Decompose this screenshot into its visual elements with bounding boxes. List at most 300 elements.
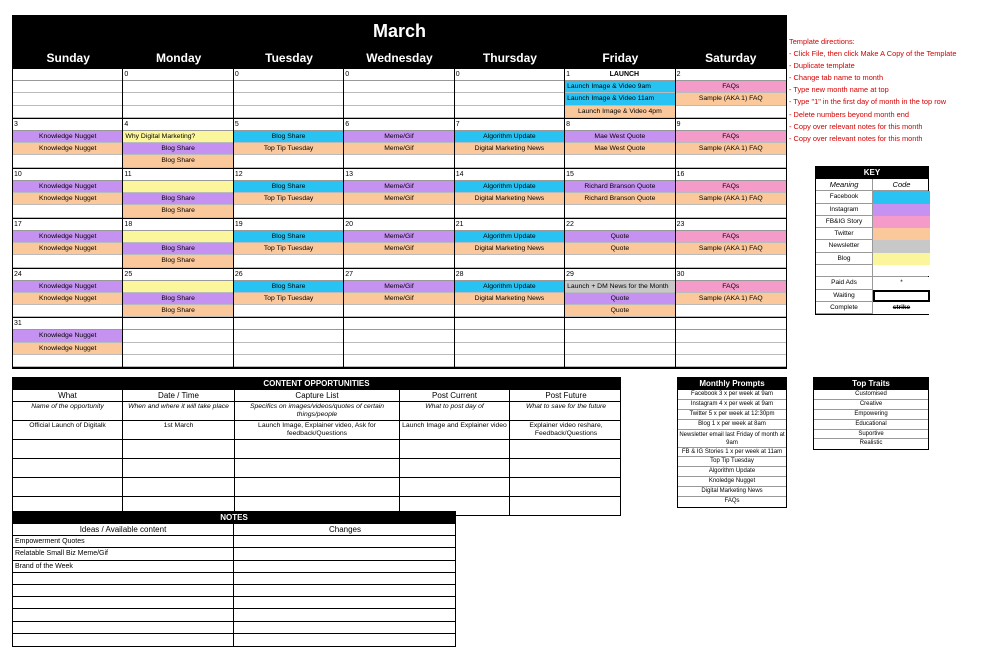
calendar-day-cell[interactable]: [13, 269, 123, 319]
day-number[interactable]: 29: [566, 270, 574, 278]
post-slot[interactable]: Knowledge Nugget: [13, 193, 122, 205]
co-cell[interactable]: [510, 459, 622, 477]
day-number[interactable]: 25: [124, 270, 133, 278]
day-number[interactable]: 0: [234, 71, 239, 78]
co-cell[interactable]: [400, 459, 510, 477]
notes-cell[interactable]: Brand of the Week: [13, 561, 234, 573]
post-slot[interactable]: Knowledge Nugget: [13, 131, 122, 143]
co-cell[interactable]: [13, 478, 123, 496]
calendar-day-cell[interactable]: [13, 119, 123, 169]
post-slot[interactable]: [123, 181, 232, 193]
post-slot[interactable]: [455, 155, 564, 167]
post-slot[interactable]: Sample (AKA 1) FAQ: [676, 93, 786, 105]
day-number-row: [13, 269, 122, 281]
post-slot[interactable]: [344, 81, 453, 93]
day-number-row: [344, 269, 453, 281]
post-slot[interactable]: Meme/Gif: [344, 181, 453, 193]
post-slot[interactable]: [455, 305, 564, 317]
day-number[interactable]: 6: [345, 120, 350, 128]
post-slot[interactable]: [234, 255, 343, 267]
co-cell[interactable]: [235, 440, 400, 458]
post-slot[interactable]: [123, 281, 232, 293]
prompt-item: Blog 1 x per week at 8am: [678, 420, 786, 430]
notes-cell[interactable]: [234, 622, 456, 633]
day-number[interactable]: 17: [14, 220, 22, 228]
day-number[interactable]: 15: [566, 170, 574, 178]
month-title[interactable]: March: [13, 16, 786, 47]
calendar-day-cell[interactable]: [344, 269, 454, 319]
post-slot[interactable]: [13, 355, 122, 367]
calendar-day-cell[interactable]: [565, 269, 675, 319]
prompt-item: Knoledge Nugget: [678, 477, 786, 487]
post-slot[interactable]: Blog Share: [234, 181, 343, 193]
day-number[interactable]: [345, 318, 353, 329]
day-number-row: [565, 69, 674, 81]
post-slot[interactable]: [344, 305, 453, 317]
post-slot[interactable]: Blog Share: [123, 205, 232, 217]
day-number[interactable]: 2: [676, 71, 681, 78]
post-slot[interactable]: [234, 355, 343, 367]
post-slot[interactable]: Meme/Gif: [344, 243, 453, 255]
post-slot[interactable]: [123, 231, 232, 243]
notes-cell[interactable]: [234, 585, 456, 596]
notes-cell[interactable]: [234, 548, 456, 560]
day-number[interactable]: 11: [124, 170, 132, 178]
post-slot[interactable]: FAQs: [676, 131, 786, 143]
post-slot[interactable]: Meme/Gif: [344, 231, 453, 243]
notes-cell[interactable]: [234, 634, 456, 646]
day-number-row: [676, 269, 786, 281]
post-slot[interactable]: Algorithm Update: [455, 181, 564, 193]
day-number[interactable]: 8: [566, 120, 571, 128]
post-slot[interactable]: [565, 355, 674, 367]
post-slot[interactable]: Knowledge Nugget: [13, 293, 122, 305]
day-number[interactable]: 24: [14, 270, 22, 278]
post-slot[interactable]: [234, 93, 343, 105]
post-slot[interactable]: Blog Share: [123, 193, 232, 205]
post-slot[interactable]: [13, 255, 122, 267]
day-number[interactable]: 0: [345, 71, 350, 78]
day-number-row: [676, 69, 786, 81]
post-slot[interactable]: [234, 343, 343, 355]
notes-cell[interactable]: [234, 609, 456, 620]
day-number[interactable]: 18: [124, 220, 133, 228]
post-slot[interactable]: [123, 330, 232, 342]
post-slot[interactable]: [13, 106, 122, 118]
co-description-cell: Specifics on images/videos/quotes of certain things/people: [235, 402, 400, 420]
calendar-day-cell[interactable]: [455, 169, 565, 219]
co-cell[interactable]: Explainer video reshare, Feedback/Questions: [529, 422, 603, 437]
post-slot[interactable]: [344, 205, 453, 217]
calendar-day-cell[interactable]: [344, 169, 454, 219]
calendar-day-cell[interactable]: [455, 318, 565, 368]
calendar-day-cell[interactable]: [565, 219, 675, 269]
post-slot[interactable]: Blog Share: [234, 131, 343, 143]
day-number[interactable]: 3: [14, 120, 18, 128]
post-slot[interactable]: [565, 205, 674, 217]
key-row: [816, 302, 928, 314]
post-slot[interactable]: Digital Marketing News: [455, 243, 564, 255]
post-slot[interactable]: [13, 81, 122, 93]
calendar-day-cell[interactable]: [455, 219, 565, 269]
calendar-day-cell[interactable]: [676, 269, 786, 319]
day-number[interactable]: 19: [234, 220, 243, 228]
strike-sample: strike: [873, 302, 930, 314]
post-slot[interactable]: [676, 205, 786, 217]
notes-cell[interactable]: Empowerment Quotes: [13, 536, 234, 548]
post-slot[interactable]: Knowledge Nugget: [13, 281, 122, 293]
notes-cell[interactable]: [13, 634, 234, 646]
day-number-row: [676, 119, 786, 131]
key-color-swatch: [873, 228, 930, 240]
key-row: [816, 191, 928, 203]
post-slot[interactable]: Meme/Gif: [344, 131, 453, 143]
calendar-day-cell[interactable]: [13, 69, 123, 119]
day-number-row: [455, 219, 564, 231]
post-slot[interactable]: Meme/Gif: [344, 293, 453, 305]
post-slot[interactable]: Mae West Quote: [565, 131, 674, 143]
post-slot[interactable]: [344, 93, 453, 105]
day-number-row: [455, 119, 564, 131]
day-number[interactable]: [235, 318, 243, 329]
calendar-day-cell[interactable]: [344, 69, 454, 119]
key-color-swatch: [873, 253, 930, 265]
post-slot[interactable]: [455, 343, 564, 355]
calendar-day-cell[interactable]: [565, 318, 675, 368]
notes-cell[interactable]: [234, 561, 456, 573]
post-slot[interactable]: Algorithm Update: [455, 231, 564, 243]
post-slot[interactable]: [344, 155, 453, 167]
post-slot[interactable]: [344, 343, 453, 355]
post-slot[interactable]: [676, 106, 786, 118]
post-slot[interactable]: Knowledge Nugget: [13, 330, 122, 342]
calendar-day-cell[interactable]: [234, 269, 344, 319]
post-slot[interactable]: [13, 305, 122, 317]
calendar-day-cell[interactable]: [234, 119, 344, 169]
notes-cell[interactable]: [234, 597, 456, 608]
post-slot[interactable]: [123, 343, 232, 355]
day-number[interactable]: 5: [234, 120, 239, 128]
calendar-day-cell[interactable]: [234, 169, 344, 219]
co-header-cell: Post Future: [545, 391, 587, 400]
day-number[interactable]: 31: [14, 320, 22, 328]
day-number[interactable]: 4: [124, 120, 129, 128]
post-slot[interactable]: [676, 255, 786, 267]
post-slot[interactable]: [234, 330, 343, 342]
post-slot[interactable]: Why Digital Marketing?: [123, 131, 232, 143]
post-slot[interactable]: FAQs: [676, 231, 786, 243]
post-slot[interactable]: [455, 81, 564, 93]
co-cell[interactable]: Launch Image, Explainer video, Ask for feedback/Questions: [235, 421, 400, 439]
day-number[interactable]: 26: [234, 270, 243, 278]
notes-cell[interactable]: [13, 585, 234, 596]
post-slot[interactable]: Blog Share: [123, 243, 232, 255]
post-slot[interactable]: [455, 93, 564, 105]
post-slot[interactable]: Richard Branson Quote: [565, 193, 674, 205]
day-number[interactable]: 0: [455, 71, 460, 78]
co-cell[interactable]: [235, 478, 400, 496]
post-slot[interactable]: FAQs: [676, 81, 786, 93]
calendar-day-cell[interactable]: [123, 269, 233, 319]
post-slot[interactable]: [234, 155, 343, 167]
calendar-day-cell[interactable]: [676, 69, 786, 119]
post-slot[interactable]: [123, 93, 232, 105]
co-cell[interactable]: [123, 478, 235, 496]
calendar-day-cell[interactable]: [455, 69, 565, 119]
notes-cell[interactable]: [234, 573, 456, 584]
notes-cell[interactable]: [13, 622, 234, 633]
post-slot[interactable]: [676, 343, 786, 355]
post-slot[interactable]: [455, 355, 564, 367]
post-slot[interactable]: [123, 81, 232, 93]
post-slot[interactable]: [123, 355, 232, 367]
calendar-day-cell[interactable]: [565, 69, 675, 119]
day-number[interactable]: 1: [566, 71, 571, 78]
post-slot[interactable]: Knowledge Nugget: [13, 181, 122, 193]
day-number-row: [123, 69, 232, 81]
day-number[interactable]: 14: [455, 170, 464, 178]
co-cell[interactable]: [235, 459, 400, 477]
post-slot[interactable]: Top Tip Tuesday: [234, 243, 343, 255]
calendar-day-cell[interactable]: [676, 219, 786, 269]
post-slot[interactable]: Sample (AKA 1) FAQ: [676, 243, 786, 255]
post-slot[interactable]: Sample (AKA 1) FAQ: [676, 143, 786, 155]
post-slot[interactable]: [676, 155, 786, 167]
key-meaning: Paid Ads: [816, 277, 873, 289]
key-meaning: Instagram: [816, 204, 873, 216]
calendar-day-cell[interactable]: [455, 119, 565, 169]
post-slot[interactable]: Meme/Gif: [344, 281, 453, 293]
co-cell[interactable]: [123, 440, 235, 458]
day-number[interactable]: 23: [676, 220, 685, 228]
notes-cell[interactable]: [234, 536, 456, 548]
post-slot[interactable]: Quote: [565, 243, 674, 255]
calendar-day-cell[interactable]: [344, 219, 454, 269]
day-number[interactable]: 0: [124, 71, 129, 78]
post-slot[interactable]: Mae West Quote: [565, 143, 674, 155]
table-row: [13, 609, 455, 621]
post-slot[interactable]: [455, 205, 564, 217]
co-cell[interactable]: [510, 440, 622, 458]
post-slot[interactable]: [676, 330, 786, 342]
key-color-swatch: [873, 240, 930, 252]
co-cell[interactable]: [123, 459, 235, 477]
day-number-row: [13, 219, 122, 231]
co-cell[interactable]: [400, 478, 510, 496]
table-row: [13, 440, 620, 459]
day-number[interactable]: [566, 318, 574, 329]
co-cell[interactable]: Official Launch of Digitalk: [13, 421, 123, 439]
post-slot[interactable]: Meme/Gif: [344, 193, 453, 205]
day-number[interactable]: 20: [345, 220, 354, 228]
post-slot[interactable]: Quote: [565, 293, 674, 305]
calendar-day-cell[interactable]: [676, 169, 786, 219]
post-slot[interactable]: Blog Share: [123, 293, 232, 305]
day-number[interactable]: 9: [676, 120, 681, 128]
co-cell[interactable]: [510, 478, 622, 496]
calendar-day-cell[interactable]: [234, 318, 344, 368]
notes-cell[interactable]: [13, 597, 234, 608]
day-name-tuesday: Tuesday: [265, 51, 313, 65]
key-meaning: Facebook: [816, 191, 873, 203]
post-slot[interactable]: Digital Marketing News: [455, 143, 564, 155]
post-slot[interactable]: Blog Share: [123, 255, 232, 267]
post-slot[interactable]: [455, 255, 564, 267]
calendar-day-cell[interactable]: [123, 318, 233, 368]
calendar-day-cell[interactable]: [13, 318, 123, 368]
day-number[interactable]: [456, 318, 464, 329]
post-slot[interactable]: [13, 93, 122, 105]
notes-cell[interactable]: Relatable Small Biz Meme/Gif: [13, 548, 234, 560]
post-slot[interactable]: Blog Share: [123, 155, 232, 167]
post-slot[interactable]: Knowledge Nugget: [13, 143, 122, 155]
day-number-row: [13, 69, 122, 81]
post-slot[interactable]: Algorithm Update: [455, 131, 564, 143]
calendar-day-cell[interactable]: [123, 69, 233, 119]
day-number[interactable]: 7: [455, 120, 460, 128]
calendar-day-cell[interactable]: [123, 169, 233, 219]
direction-item: - Copy over relevant notes for this month: [789, 133, 923, 143]
post-slot[interactable]: [344, 255, 453, 267]
post-slot[interactable]: Launch Image & Video 9am: [565, 81, 674, 93]
post-slot[interactable]: Sample (AKA 1) FAQ: [676, 293, 786, 305]
post-slot[interactable]: [234, 305, 343, 317]
direction-item: - Change tab name to month: [789, 73, 884, 83]
post-slot[interactable]: [676, 355, 786, 367]
co-cell[interactable]: [400, 440, 510, 458]
calendar-day-cell[interactable]: [13, 219, 123, 269]
day-number[interactable]: 16: [676, 170, 685, 178]
post-slot[interactable]: Quote: [565, 231, 674, 243]
table-row: [13, 561, 455, 573]
day-number-row: [344, 69, 453, 81]
day-number-row: [234, 169, 343, 181]
calendar-day-cell[interactable]: [565, 169, 675, 219]
post-slot[interactable]: Launch + DM News for the Month: [565, 281, 674, 293]
key-row: [816, 216, 928, 228]
post-slot[interactable]: Blog Share: [234, 231, 343, 243]
calendar-day-cell[interactable]: [565, 119, 675, 169]
post-slot[interactable]: Top Tip Tuesday: [234, 293, 343, 305]
co-cell[interactable]: Launch Image and Explainer video: [400, 421, 510, 439]
post-slot[interactable]: Blog Share: [234, 281, 343, 293]
post-slot[interactable]: Digital Marketing News: [455, 293, 564, 305]
post-slot[interactable]: Meme/Gif: [344, 143, 453, 155]
directions-title: Template directions:: [789, 37, 855, 46]
calendar-day-cell[interactable]: [234, 219, 344, 269]
co-header-cell: Post Current: [400, 390, 510, 401]
post-slot[interactable]: [123, 106, 232, 118]
calendar-day-cell[interactable]: [123, 119, 233, 169]
table-row: [13, 459, 620, 478]
post-slot[interactable]: FAQs: [676, 281, 786, 293]
post-slot[interactable]: [455, 330, 564, 342]
calendar-day-cell[interactable]: [344, 119, 454, 169]
day-number-row: [234, 318, 343, 330]
post-slot[interactable]: Knowledge Nugget: [13, 231, 122, 243]
day-number[interactable]: [124, 318, 132, 329]
day-number-row: [13, 169, 122, 181]
notes-cell[interactable]: [13, 609, 234, 620]
post-slot[interactable]: [234, 205, 343, 217]
co-cell[interactable]: [13, 440, 123, 458]
key-color-swatch: [873, 204, 930, 216]
post-slot[interactable]: [344, 330, 453, 342]
post-slot[interactable]: Blog Share: [123, 305, 232, 317]
day-number[interactable]: 10: [14, 170, 22, 178]
post-slot[interactable]: Quote: [565, 305, 674, 317]
post-slot[interactable]: Top Tip Tuesday: [234, 193, 343, 205]
calendar-day-cell[interactable]: [344, 318, 454, 368]
post-slot[interactable]: Algorithm Update: [455, 281, 564, 293]
day-number[interactable]: 30: [676, 270, 685, 278]
key-meaning: Complete: [816, 302, 873, 314]
day-number[interactable]: 21: [455, 220, 464, 228]
post-slot[interactable]: FAQs: [676, 181, 786, 193]
day-number[interactable]: [14, 69, 22, 80]
calendar-day-cell[interactable]: [234, 69, 344, 119]
post-slot[interactable]: [676, 305, 786, 317]
post-slot[interactable]: [565, 155, 674, 167]
co-cell[interactable]: 1st March: [123, 421, 235, 439]
day-number[interactable]: 12: [234, 170, 243, 178]
co-cell[interactable]: [13, 459, 123, 477]
day-names-row: [13, 47, 786, 69]
notes-cell[interactable]: [13, 573, 234, 584]
calendar-day-cell[interactable]: [676, 119, 786, 169]
post-slot[interactable]: [344, 355, 453, 367]
post-slot[interactable]: [455, 106, 564, 118]
post-slot[interactable]: Sample (AKA 1) FAQ: [676, 193, 786, 205]
post-slot[interactable]: Richard Branson Quote: [565, 181, 674, 193]
post-slot[interactable]: [344, 106, 453, 118]
monthly-prompts-title: Monthly Prompts: [678, 378, 786, 390]
post-slot[interactable]: Launch Image & Video 11am: [565, 93, 674, 105]
key-meaning: Twitter: [816, 228, 873, 240]
table-row: [13, 548, 455, 560]
day-name-wednesday: Wednesday: [366, 51, 433, 65]
post-slot[interactable]: [565, 330, 674, 342]
calendar-day-cell[interactable]: [123, 219, 233, 269]
calendar-day-cell[interactable]: [13, 169, 123, 219]
day-number[interactable]: 22: [566, 220, 574, 228]
day-number[interactable]: [677, 318, 685, 329]
post-slot[interactable]: [565, 255, 674, 267]
calendar-day-cell[interactable]: [455, 269, 565, 319]
post-slot[interactable]: Knowledge Nugget: [13, 243, 122, 255]
post-slot[interactable]: Digital Marketing News: [455, 193, 564, 205]
post-slot[interactable]: [565, 343, 674, 355]
post-slot[interactable]: [234, 81, 343, 93]
trait-item: Realistic: [859, 440, 883, 447]
post-slot[interactable]: Knowledge Nugget: [13, 343, 122, 355]
table-row: [13, 573, 455, 585]
post-slot[interactable]: Blog Share: [123, 143, 232, 155]
co-header-cell: Capture List: [235, 390, 400, 401]
post-slot[interactable]: [234, 106, 343, 118]
post-slot[interactable]: Top Tip Tuesday: [234, 143, 343, 155]
day-number[interactable]: 28: [455, 270, 464, 278]
day-number[interactable]: 27: [345, 270, 354, 278]
post-slot[interactable]: [13, 205, 122, 217]
co-cell[interactable]: [510, 497, 622, 515]
day-number[interactable]: 13: [345, 170, 354, 178]
launch-label: LAUNCH: [609, 71, 640, 78]
day-number-row: [234, 219, 343, 231]
post-slot[interactable]: [13, 155, 122, 167]
calendar-day-cell[interactable]: [676, 318, 786, 368]
post-slot[interactable]: Launch Image & Video 4pm: [565, 106, 674, 118]
